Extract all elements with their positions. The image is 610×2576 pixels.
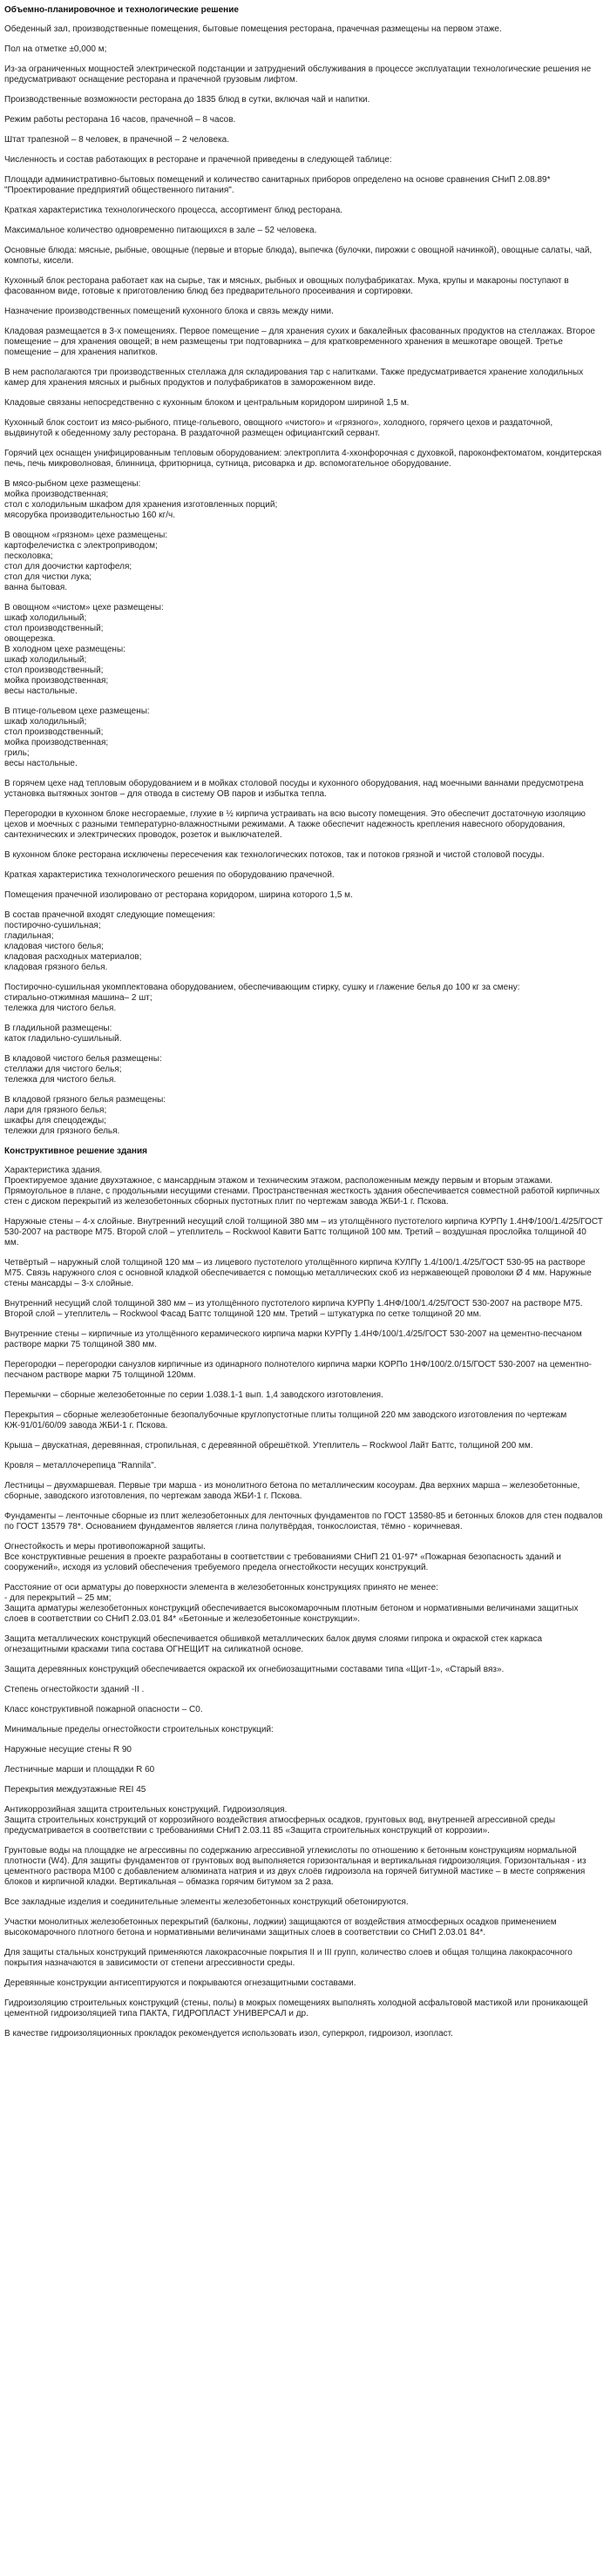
paragraph-line: Гидроизоляцию строительных конструкций (стены, полы) в мокрых помещениях выполнять холодной асфальтовой мастикой или проникающей цементной гидроизоляцией типа ПАКТА, ГИДРОПЛАСТ УНИВЕРСАЛ и др. xyxy=(4,1998,588,2018)
paragraph xyxy=(4,95,603,105)
paragraph xyxy=(4,983,603,1014)
paragraph-line: Кровля – металлочерепица "Rannila". xyxy=(4,1461,157,1471)
paragraph-line: Степень огнестойкости зданий -II . xyxy=(4,1685,145,1694)
paragraph xyxy=(4,327,603,358)
paragraph-line: Основные блюда: мясные, рыбные, овощные (первые и вторые блюда), выпечка (булочки, пирожки с овощной начинкой), овощные салаты, чай, компоты, кисели. xyxy=(4,246,593,266)
paragraph-line: Пол на отметке ±0,000 м; xyxy=(4,44,107,54)
paragraph-line: стол производственный; xyxy=(4,666,104,675)
paragraph-line: Численность и состав работающих в ресторане и прачечной приведены в следующей таблице: xyxy=(4,155,392,165)
paragraph xyxy=(4,418,603,439)
paragraph-line: Кладовые связаны непосредственно с кухонным блоком и центральным коридором шириной 1,5 м. xyxy=(4,398,410,408)
paragraph xyxy=(4,1745,603,1755)
paragraph xyxy=(4,1583,603,1625)
paragraph xyxy=(4,1329,603,1350)
paragraph-line: Перемычки – сборные железобетонные по серии 1.038.1-1 вып. 1,4 заводского изготовления. xyxy=(4,1390,383,1400)
paragraph-line: стол с холодильным шкафом для хранения изготовленных порций; xyxy=(4,500,278,510)
paragraph xyxy=(4,1805,603,1836)
paragraph-line: Все закладные изделия и соединительные элементы железобетонных конструкций обетонируются. xyxy=(4,1897,409,1907)
paragraph xyxy=(4,1785,603,1795)
section-heading: Конструктивное решение здания xyxy=(4,1146,147,1156)
paragraph-line: Наружные несущие стены R 90 xyxy=(4,1745,132,1755)
paragraph-line: Внутренний несущий слой толщиной 380 мм – из утолщённого пустотелого кирпича КУРПу 1.4НФ/100/1.4/25/ГОСТ 530-2007 на растворе М75. Второй слой – утеплитель – Rockwool Фасад Баттс толщиной 120 мм. Третий – штукатурка по сетке толщиной 20 мм. xyxy=(4,1299,583,1319)
paragraph-line: В нем располагаются три производственных стеллажа для складирования тар с напитками. Также предусматривается хранение холодильных камер для хранения мясных и рыбных продуктов и полуфабрикатов в замороженном виде. xyxy=(4,368,584,388)
paragraph-line: Лестницы – двухмаршевая. Первые три марша - из монолитного бетона по металлическим косоурам. Два верхних марша – железобетонные, сборные, заводского изготовления, по чертежам завода ЖБИ-1 г. Пскова. xyxy=(4,1481,580,1501)
paragraph-line: Кухонный блок состоит из мясо-рыбного, птице-гольевого, овощного «чистого» и «грязного», холодного, горячего цехов и раздаточной, выдвинутой к обеденному залу ресторана. В раздаточной размещен официантский сервант. xyxy=(4,418,553,438)
paragraph-line: мойка производственная; xyxy=(4,738,109,747)
paragraph-line: - для перекрытий – 25 мм; xyxy=(4,1593,112,1603)
paragraph xyxy=(4,850,603,861)
paragraph-line: кладовая грязного белья. xyxy=(4,963,108,972)
paragraph-line: Лестничные марши и площадки R 60 xyxy=(4,1765,155,1775)
paragraph-line: лари для грязного белья; xyxy=(4,1105,107,1115)
paragraph-line: Внутренние стены – кирпичные из утолщённого керамического кирпича марки КУРПу 1.4НФ/100/1.4/25/ГОСТ 530-2007 на цементно-песчаном растворе марки 75 толщиной 380 мм. xyxy=(4,1329,582,1349)
paragraph-line: В кладовой грязного белья размещены: xyxy=(4,1095,166,1105)
paragraph-line: песколовка; xyxy=(4,551,53,561)
paragraph-line: Крыша – двускатная, деревянная, стропильная, с деревянной обрешёткой. Утеплитель – Rockwool Лайт Баттс, толщиной 200 мм. xyxy=(4,1441,533,1450)
paragraph-line: стол производственный; xyxy=(4,727,104,737)
paragraph-line: шкаф холодильный; xyxy=(4,613,87,623)
paragraph xyxy=(4,1441,603,1451)
paragraph-line: кладовая расходных материалов; xyxy=(4,952,142,962)
paragraph-line: Из-за ограниченных мощностей электрической подстанции и затруднений обслуживания в процессе эксплуатации технологические решения не предусматривают оснащение ресторана и прачечной грузовым лифтом. xyxy=(4,64,592,85)
paragraph xyxy=(4,1634,603,1655)
paragraph-line: Наружные стены – 4-х слойные. Внутренний несущий слой толщиной 380 мм – из утолщённого пустотелого кирпича КУРПу 1.4НФ/100/1.4/25/ГОСТ 530-2007 на растворе М75. Второй слой – утеплитель – Rockwool Кавити Баттс толщиной 100 мм. Третий – воздушная прослойка толщиной 40 мм. xyxy=(4,1217,603,1247)
paragraph xyxy=(4,870,603,881)
paragraph xyxy=(4,1390,603,1401)
paragraph-line: весы настольные. xyxy=(4,759,78,768)
paragraph-line: Обеденный зал, производственные помещения, бытовые помещения ресторана, прачечная размещены на первом этаже. xyxy=(4,24,502,34)
paragraph xyxy=(4,64,603,85)
paragraph-line: картофелечистка с электроприводом; xyxy=(4,541,158,551)
paragraph-line: Защита металлических конструкций обеспечивается обшивкой металлических балок двумя слоями гипрока и окраской стек каркаса огнезащитными красками типа состава ОГНЕЩИТ на силикатной основе. xyxy=(4,1634,543,1654)
paragraph-line: В качестве гидроизоляционных прокладок рекомендуется использовать изол, суперкрол, гидроизол, изопласт. xyxy=(4,2029,453,2038)
paragraph xyxy=(4,1461,603,1471)
paragraph-line: стол производственный; xyxy=(4,624,104,633)
paragraph-line: Защита строительных конструкций от коррозийного воздействия атмосферных осадков, грунтовых вод, внутренней агрессивной среды предусматривается в соответствии с требованиями СНиП 2.03.11 85 «Защита строительных конструкций от коррозии». xyxy=(4,1815,556,1836)
paragraph-line: Все конструктивные решения в проекте разработаны в соответствии с требованиями СНиП 21 01-97* «Пожарная безопасность зданий и сооружений», исходя из условий обеспечения требуемого предела огнестойкости несущих конструкций. xyxy=(4,1552,561,1572)
paragraph xyxy=(4,1765,603,1775)
paragraph xyxy=(4,24,603,35)
paragraph-line: Антикоррозийная защита строительных конструкций. Гидроизоляция. xyxy=(4,1805,288,1815)
paragraph-line: мойка производственная; xyxy=(4,676,109,686)
paragraph-line: В состав прачечной входят следующие помещения: xyxy=(4,910,215,920)
paragraph xyxy=(4,368,603,389)
paragraph xyxy=(4,603,603,697)
paragraph xyxy=(4,1542,603,1573)
paragraph-line: ванна бытовая. xyxy=(4,583,68,592)
paragraph xyxy=(4,1511,603,1532)
paragraph xyxy=(4,1948,603,1969)
paragraph-line: Расстояние от оси арматуры до поверхности элемента в железобетонных конструкциях принято не менее: xyxy=(4,1583,438,1592)
paragraph-line: стол для доочистки картофеля; xyxy=(4,562,132,571)
paragraph-line: стирально-отжимная машина– 2 шт; xyxy=(4,993,152,1003)
paragraph-line: Для защиты стальных конструкций применяются лакокрасочные покрытия II и III групп, количество слоев и общая толщина лакокрасочного покрытия назначаются в зависимости от степени агрессивности среды. xyxy=(4,1948,573,1968)
paragraph-line: Класс конструктивной пожарной опасности – С0. xyxy=(4,1705,203,1714)
paragraph xyxy=(4,1410,603,1431)
paragraph-line: Четвёртый – наружный слой толщиной 120 мм – из лицевого пустотелого утолщённого кирпича КУЛПу 1.4/100/1.4/25/ГОСТ 530-95 на растворе М75. Связь наружного слоя с основной кладкой обеспечивается с помощью металлических скоб из нержавеющей проволоки Ø 4 мм. Наружные стены мансарды – 3-х слойные. xyxy=(4,1258,592,1288)
paragraph-line: гриль; xyxy=(4,748,30,758)
paragraph-line: шкаф холодильный; xyxy=(4,655,87,665)
paragraph-line: гладильная; xyxy=(4,931,54,941)
paragraph-line: Площади административно-бытовых помещений и количество санитарных приборов определено на основе сравнения СНиП 2.08.89* "Проектирование предприятий общественного питания". xyxy=(4,175,551,195)
paragraph-line: шкафы для спецодежды; xyxy=(4,1116,106,1126)
paragraph-line: Производственные возможности ресторана до 1835 блюд в сутки, включая чай и напитки. xyxy=(4,95,370,105)
paragraph-line: овощерезка. xyxy=(4,634,56,644)
paragraph xyxy=(4,1705,603,1715)
paragraph-line: мясорубка производительностью 160 кг/ч. xyxy=(4,510,176,520)
paragraph xyxy=(4,1258,603,1289)
paragraph xyxy=(4,276,603,297)
paragraph xyxy=(4,910,603,973)
paragraph-line: стол для чистки лука; xyxy=(4,572,92,582)
paragraph-line: В гладильной размещены: xyxy=(4,1024,112,1033)
paragraph-line: В холодном цехе размещены: xyxy=(4,645,125,654)
paragraph xyxy=(4,1217,603,1248)
paragraph-line: Защита арматуры железобетонных конструкций обеспечивается высокомарочным плотным бетоном и нормативными величинами защитных слоев в соответствии со СНиП 2.03.01 84* «Бетонные и железобетонные конструкции». xyxy=(4,1604,579,1624)
paragraph-line: тележки для грязного белья. xyxy=(4,1126,120,1136)
paragraph xyxy=(4,707,603,769)
section-heading: Объемно-планировочное и технологические решение xyxy=(4,5,239,15)
paragraph-line: Перекрытия междуэтажные REI 45 xyxy=(4,1785,146,1795)
paragraph xyxy=(4,1481,603,1502)
paragraph xyxy=(4,398,603,409)
paragraph-line: Участки монолитных железобетонных перекрытий (балконы, лоджии) защищаются от воздействия атмосферных осадков применением высокомарочного плотного бетона и нормативными величинами защитных слоев в соответствии со СНиП 2.03.01 84*. xyxy=(4,1917,557,1937)
paragraph xyxy=(4,1897,603,1908)
paragraph-line: Помещения прачечной изолировано от ресторана коридором, ширина которого 1,5 м. xyxy=(4,890,353,900)
paragraph-line: В птице-гольевом цехе размещены: xyxy=(4,707,150,716)
paragraph xyxy=(4,1917,603,1938)
paragraph xyxy=(4,246,603,267)
paragraph-line: Деревянные конструкции антисептируются и покрываются огнезащитными составами. xyxy=(4,1978,356,1988)
paragraph xyxy=(4,1095,603,1137)
paragraph-line: Кладовая размещается в 3-х помещениях. Первое помещение – для хранения сухих и бакалейных фасованных продуктов на стеллажах. Второе помещение – для хранения овощей; в нем размещены три подтоварника – для кратковременного хранения в мешкотаре овощей. Третье помещение – для хранения напитков. xyxy=(4,327,595,357)
paragraph-line: Минимальные пределы огнестойкости строительных конструкций: xyxy=(4,1725,274,1734)
paragraph xyxy=(4,479,603,521)
paragraph xyxy=(4,115,603,125)
paragraph xyxy=(4,44,603,55)
paragraph-line: Горячий цех оснащен унифицированным тепловым оборудованием: электроплита 4-хконфорочная с духовкой, пароконфектоматом, кондитерская печь, печь микроволновая, блинница, фритюрница, сутница, рисоварка и др. вспомогательное оборудование. xyxy=(4,449,602,469)
paragraph xyxy=(4,890,603,901)
paragraph xyxy=(4,809,603,841)
paragraph-line: В овощном «чистом» цехе размещены: xyxy=(4,603,164,612)
paragraph-line: весы настольные. xyxy=(4,686,78,696)
paragraph-line: Постирочно-сушильная укомплектована оборудованием, обеспечивающим стирку, сушку и глажение белья до 100 кг за смену: xyxy=(4,983,520,992)
paragraph xyxy=(4,1024,603,1045)
paragraph-line: каток гладильно-сушильный. xyxy=(4,1034,122,1044)
paragraph xyxy=(4,175,603,196)
paragraph-line: Штат трапезной – 8 человек, в прачечной – 2 человека. xyxy=(4,135,229,145)
paragraph-line: мойка производственная; xyxy=(4,490,109,499)
paragraph-line: шкаф холодильный; xyxy=(4,717,87,727)
paragraph-line: В мясо-рыбном цехе размещены: xyxy=(4,479,141,489)
paragraph-line: кладовая чистого белья; xyxy=(4,942,104,951)
paragraph xyxy=(4,1725,603,1735)
paragraph-line: Максимальное количество одновременно питающихся в зале – 52 человека. xyxy=(4,226,317,235)
paragraph xyxy=(4,449,603,470)
paragraph xyxy=(4,779,603,800)
paragraph xyxy=(4,1665,603,1675)
paragraph-line: Назначение производственных помещений кухонного блока и связь между ними. xyxy=(4,307,334,316)
paragraph xyxy=(4,1685,603,1695)
paragraph-line: Перегородки – перегородки санузлов кирпичные из одинарного полнотелого кирпича марки КОРПо 1НФ/100/2.0/15/ГОСТ 530-2007 на цементно-песчаном растворе марки 75 толщиной 120мм. xyxy=(4,1360,592,1380)
paragraph-line: Кухонный блок ресторана работает как на сырье, так и мясных, рыбных и овощных полуфабрикатах. Мука, крупы и макароны поступают в фасованном виде, готовые к приготовлению блюд без предварительного просеивания и сортировки. xyxy=(4,276,569,296)
paragraph xyxy=(4,531,603,593)
paragraph xyxy=(4,1978,603,1989)
paragraph xyxy=(4,1166,603,1207)
paragraph-line: В кладовой чистого белья размещены: xyxy=(4,1054,162,1064)
paragraph-line: тележка для чистого белья. xyxy=(4,1004,117,1013)
paragraph xyxy=(4,1998,603,2019)
paragraph-line: Режим работы ресторана 16 часов, прачечной – 8 часов. xyxy=(4,115,236,125)
paragraph-line: В овощном «грязном» цехе размещены: xyxy=(4,531,168,540)
paragraph-line: постирочно-сушильная; xyxy=(4,921,101,930)
paragraph-line: Грунтовые воды на площадке не агрессивны по содержанию агрессивной углекислоты по отношению к бетонным конструкциям нормальной плотности (W4). Для защиты фундаментов от грунтовых вод выполняется горизонтальная и вертикальная гидроизоляция. Горизонтальная - из цементного раствора М100 с добавлением алюмината натрия и из двух слоёв гидроизола на горячей битумной мастике – в месте сопряжения блоков и кирпичной кладки. Вертикальная – обмазка горячим битумом за 2 раза. xyxy=(4,1846,586,1887)
paragraph xyxy=(4,135,603,145)
paragraph-line: Перекрытия – сборные железобетонные безопалубочные круглопустотные плиты толщиной 220 мм заводского изготовления по чертежам КЖ-91/01/60/09 завода ЖБИ-1 г. Пскова. xyxy=(4,1410,567,1430)
paragraph-line: В горячем цехе над тепловым оборудованием и в мойках столовой посуды и кухонного оборудования, над моечными ваннами предусмотрена установка вытяжных зонтов – для отвода в систему ОВ паров и избытка тепла. xyxy=(4,779,584,799)
paragraph-line: В кухонном блоке ресторана исключены пересечения как технологических потоков, так и потоков грязной и чистой столовой посуды. xyxy=(4,850,545,860)
paragraph xyxy=(4,1846,603,1888)
paragraph-line: Краткая характеристика технологического решения по оборудованию прачечной. xyxy=(4,870,335,880)
paragraph xyxy=(4,155,603,166)
paragraph-line: Краткая характеристика технологического процесса, ассортимент блюд ресторана. xyxy=(4,206,343,215)
paragraph-line: стеллажи для чистого белья; xyxy=(4,1065,122,1074)
paragraph-line: Перегородки в кухонном блоке несгораемые, глухие в ½ кирпича устраивать на всю высоту помещения. Это обеспечит достаточную изоляцию цехов и моечных с разными температурно-влажностными режимами. А также обеспечит надежность крепления навесного оборудования, сантехнических и электрических проводок, розеток и выключателей. xyxy=(4,809,586,840)
paragraph-line: Огнестойкость и меры противопожарной защиты. xyxy=(4,1542,206,1552)
paragraph xyxy=(4,307,603,317)
paragraph xyxy=(4,1299,603,1320)
paragraph xyxy=(4,1054,603,1085)
paragraph xyxy=(4,2029,603,2039)
paragraph xyxy=(4,206,603,216)
paragraph-line: Характеристика здания. xyxy=(4,1166,103,1175)
paragraph-line: тележка для чистого белья. xyxy=(4,1075,117,1085)
paragraph-line: Защита деревянных конструкций обеспечивается окраской их огнебиозащитными составами типа «Щит-1», «Старый вяз». xyxy=(4,1665,505,1674)
paragraph xyxy=(4,226,603,236)
paragraph xyxy=(4,1360,603,1381)
paragraph-line: Фундаменты – ленточные сборные из плит железобетонных для ленточных фундаментов по ГОСТ 13580-85 и бетонных блоков для стен подвалов по ГОСТ 13579 78*. Основанием фундаментов является глина полутвёрдая, тонкослоистая, тёмно - коричневая. xyxy=(4,1511,603,1531)
paragraph-line: Проектируемое здание двухэтажное, с мансардным этажом и техническим этажом, расположенным между первым и вторым этажами. Прямоугольное в плане, с продольными несущими стенами. Пространственная жесткость здания обеспечивается совместной работой кирпичных стен с диском перекрытий из железобетонных сборных пустотных плит по чертежам завода ЖБИ-1 г. Пскова. xyxy=(4,1176,600,1207)
